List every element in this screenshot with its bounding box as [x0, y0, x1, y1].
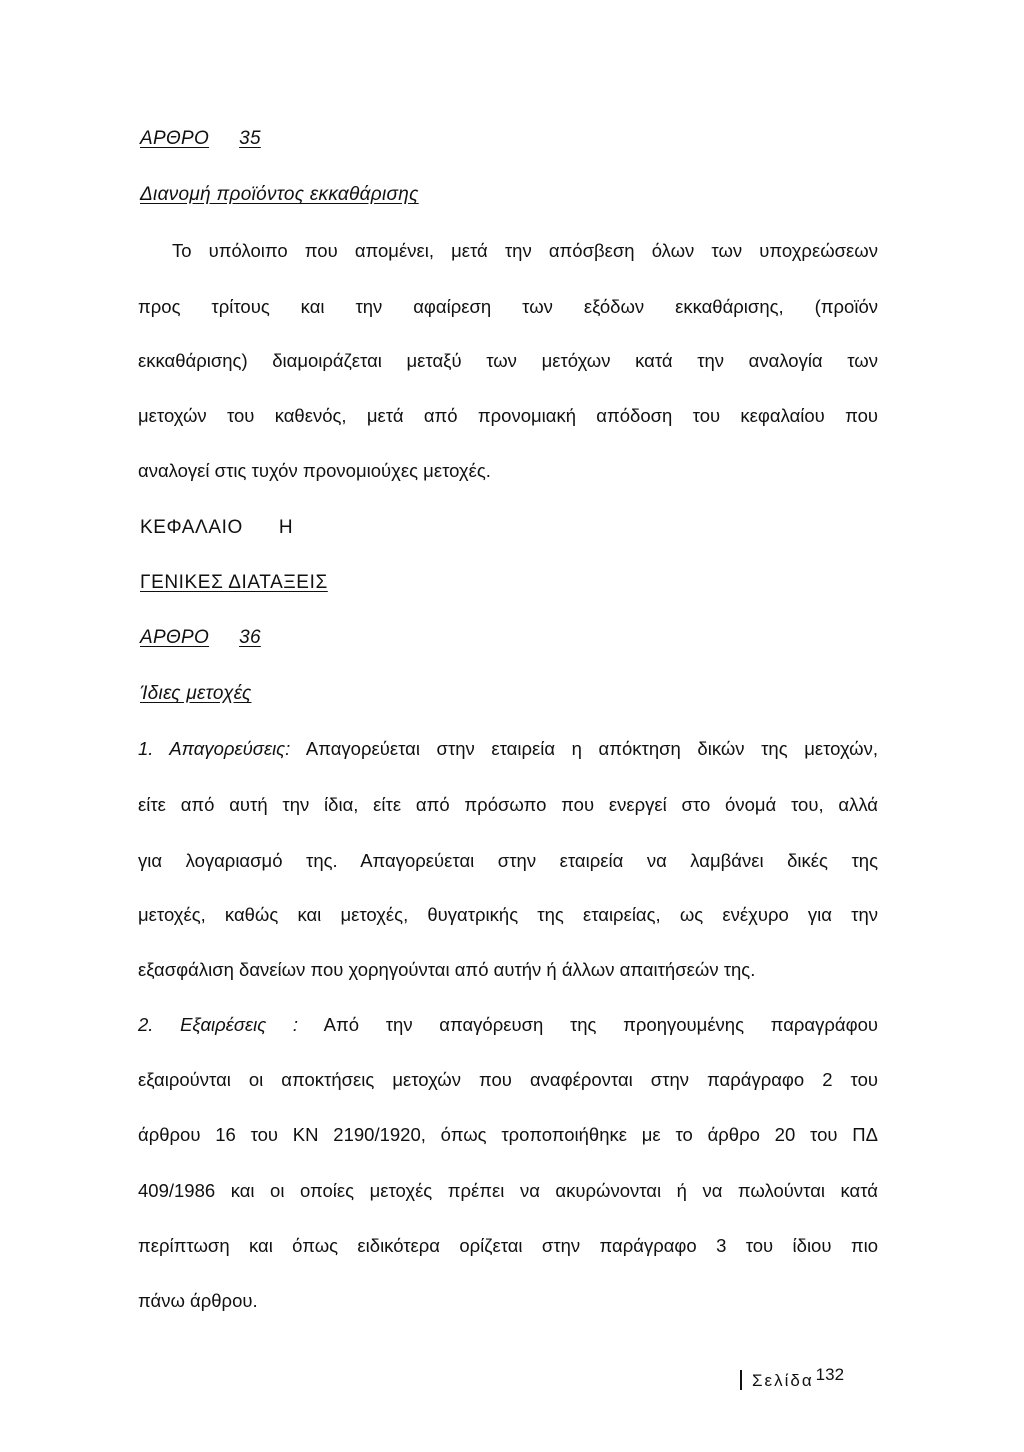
article-35-line-1: Το υπόλοιπο που απομένει, μετά την απόσβεση όλων των υποχρεώσεων	[172, 240, 878, 261]
p2-lead: 2. Εξαιρέσεις :	[138, 1014, 299, 1035]
article-35-line-5: αναλογεί στις τυχόν προνομιούχες μετοχές.	[138, 460, 491, 481]
p1-first-text: Απαγορεύεται στην εταιρεία η απόκτηση δικών της μετοχών,	[290, 738, 879, 759]
page-footer	[740, 1365, 844, 1391]
article-35-label: ΑΡΘΡΟ	[140, 128, 210, 149]
p1-lead: 1. Απαγορεύσεις:	[138, 738, 291, 759]
article-36-p2-line-6: πάνω άρθρου.	[138, 1290, 258, 1311]
footer-page-number: 132	[815, 1365, 845, 1384]
p2-first-text: Από την απαγόρευση της προηγουμένης παραγράφου	[298, 1014, 878, 1035]
article-35-line-3: εκκαθάρισης) διαμοιράζεται μεταξύ των μετόχων κατά την αναλογία των	[138, 350, 878, 371]
article-36-p1-line-3: για λογαριασμό της. Απαγορεύεται στην εταιρεία να λαμβάνει δικές της	[138, 850, 878, 871]
article-36-p2-line-3: άρθρου 16 του ΚΝ 2190/1920, όπως τροποποιήθηκε με το άρθρο 20 του ΠΔ	[138, 1124, 878, 1145]
chapter-label: ΚΕΦΑΛΑΙΟ	[140, 517, 243, 538]
article-36-p1-line-4: μετοχές, καθώς και μετοχές, θυγατρικής της εταιρείας, ως ενέχυρο για την	[138, 904, 878, 925]
article-36-number: 36	[239, 627, 261, 648]
article-36-p2-line-2: εξαιρούνται οι αποκτήσεις μετοχών που αναφέρονται στην παράγραφο 2 του	[138, 1069, 878, 1090]
article-36-p1-line-2: είτε από αυτή την ίδια, είτε από πρόσωπο που ενεργεί στο όνομά του, αλλά	[138, 794, 878, 815]
article-35-title: Διανομή προϊόντος εκκαθάρισης	[140, 184, 419, 205]
article-36-title: Ίδιες μετοχές	[140, 683, 252, 704]
article-36-p2-line-1	[138, 1014, 878, 1036]
chapter-letter: Η	[278, 517, 294, 538]
article-36-p1-line-5: εξασφάλιση δανείων που χορηγούνται από αυτήν ή άλλων απαιτήσεών της.	[138, 959, 756, 980]
footer-page-label: Σελίδα	[752, 1371, 814, 1390]
article-35-line-2: προς τρίτους και την αφαίρεση των εξόδων εκκαθάρισης, (προϊόν	[138, 296, 878, 317]
chapter-title: ΓΕΝΙΚΕΣ ΔΙΑΤΑΞΕΙΣ	[140, 572, 328, 593]
chapter-heading	[140, 517, 293, 539]
article-36-p1-line-1	[138, 738, 878, 760]
article-35-number: 35	[239, 128, 261, 149]
article-36-label: ΑΡΘΡΟ	[140, 627, 210, 648]
article-36-heading	[140, 627, 261, 649]
footer-divider	[740, 1370, 742, 1390]
article-36-p2-line-5: περίπτωση και όπως ειδικότερα ορίζεται στην παράγραφο 3 του ίδιου πιο	[138, 1235, 878, 1256]
article-35-line-4: μετοχών του καθενός, μετά από προνομιακή απόδοση του κεφαλαίου που	[138, 405, 878, 426]
article-35-heading	[140, 128, 261, 150]
article-36-p2-line-4: 409/1986 και οι οποίες μετοχές πρέπει να ακυρώνονται ή να πωλούνται κατά	[138, 1180, 878, 1201]
